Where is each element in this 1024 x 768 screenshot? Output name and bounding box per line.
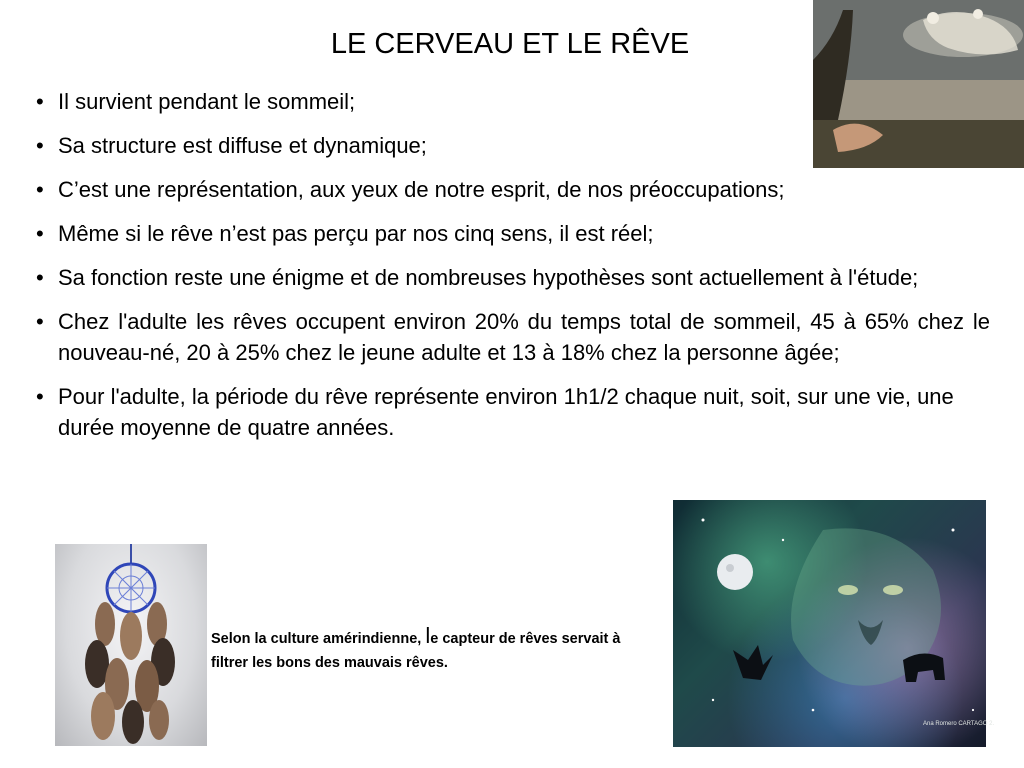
dreamcatcher-image <box>55 544 207 746</box>
caption-text-start: Selon la culture amérindienne, <box>211 631 426 647</box>
slide-title: LE CERVEAU ET LE RÊVE <box>330 28 690 60</box>
lion-painting-signature: Ana Romero CARTAGO 2. <box>923 721 995 727</box>
bullet-item: • C’est une représentation, aux yeux de notre esprit, de nos préoccupations; <box>36 174 990 205</box>
lion-cosmic-painting-image <box>673 500 995 747</box>
caption-text-end: e capteur de rêves servait à filtrer les bons des mauvais rêves. <box>211 631 621 671</box>
dream-painting-image <box>813 0 1024 168</box>
bullet-item: • Pour l'adulte, la période du rêve représente environ 1h1/2 chaque nuit, soit, sur une vie, une durée moyenne de quatre années. <box>36 381 978 443</box>
bullet-item: • Même si le rêve n’est pas perçu par nos cinq sens, il est réel; <box>36 218 990 249</box>
bullet-item: • Sa structure est diffuse et dynamique; <box>36 130 818 161</box>
dreamcatcher-svg <box>55 544 207 746</box>
dreamcatcher-caption <box>211 623 641 675</box>
dream-painting-svg <box>813 0 1024 168</box>
caption-big-letter: l <box>425 623 431 648</box>
lion-cosmic-svg <box>673 500 995 747</box>
bullet-item: • Il survient pendant le sommeil; <box>36 86 818 117</box>
bullet-item: • Chez l'adulte les rêves occupent environ 20% du temps total de sommeil, 45 à 65% chez le nouveau-né, 20 à 25% chez le jeune adulte et 13 à 18% chez la personne âgée; <box>36 306 990 368</box>
bullet-item: • Sa fonction reste une énigme et de nombreuses hypothèses sont actuellement à l'étude; <box>36 262 990 293</box>
